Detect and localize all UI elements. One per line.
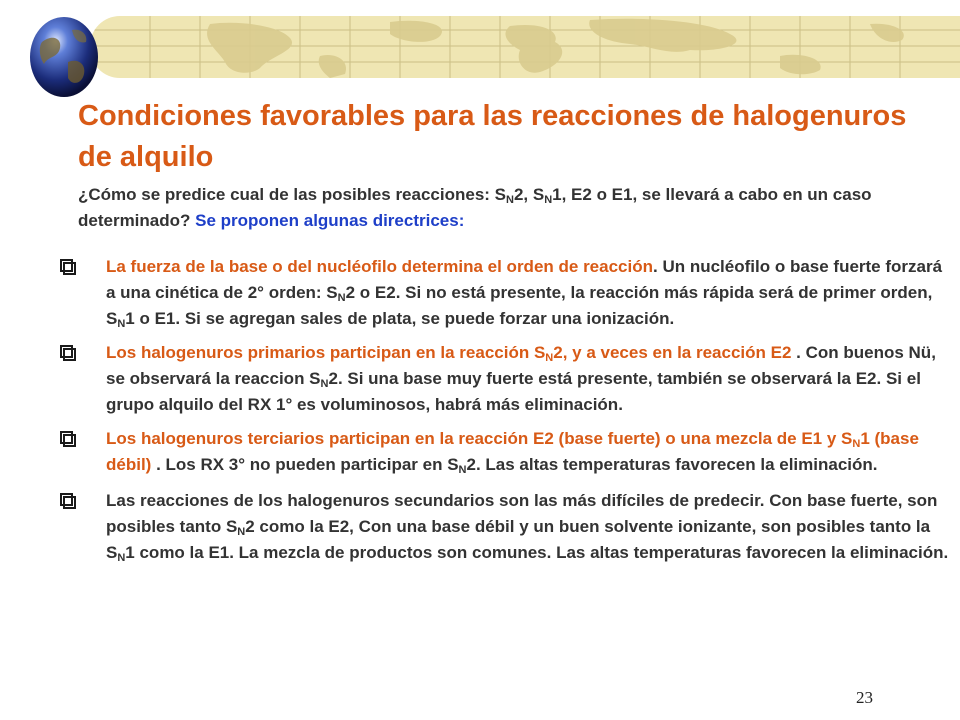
subtitle-highlight: Se proponen algunas directrices: [195,211,465,230]
bullet-item [60,340,950,418]
checkbox-bullet-icon [60,493,76,509]
bullet-text: Los halogenuros terciarios participan en la reacción E2 (base fuerte) o una mezcla de E1 y $S_N1$ (base débil) . Los RX 3° no pueden participar en $S_N2$. Las altas temperaturas favorecen la eliminación. [106,429,919,476]
checkbox-bullet-icon [60,259,76,275]
bullet-text: La fuerza de la base o del nucléofilo determina el orden de reacción. Un nucléofilo o base fuerte forzará a una cinética de 2° orden: $S_N2$ o E2. Si no está presente, la reacción más rápida será de primer orden, $S_N1$ o E1. Si se agregan sales de plata, se puede forzar una ionización. [106,257,943,330]
checkbox-bullet-icon [60,345,76,361]
bullet-text: Los halogenuros primarios participan en la reacción $S_N2$, y a veces en la reacción E2 . Con buenos Nü, se observará la reaccion $S_N2$. Si una base muy fuerte está presente, también se observará la E2. Si el grupo alquilo del RX 1° es voluminosos, habrá más eliminación. [106,343,936,414]
slide-subtitle: ¿Cómo se predice cual de las posibles reacciones: $S_N2$, $S_N1$, E2 o E1, se llevará a cabo en un caso determinado? Se proponen algunas directrices: [78,185,872,230]
checkbox-bullet-icon [60,431,76,447]
world-map-icon [90,16,960,78]
globe-icon [28,12,100,98]
world-map-banner [90,16,960,78]
bullet-text: Las reacciones de los halogenuros secundarios son las más difíciles de predecir. Con base fuerte, son posibles tanto $S_N2$ como la E2, Con una base débil y un buen solvente ionizante, son posibles tanto la $S_N1$ como la E1. La mezcla de productos son comunes. Las altas temperaturas favorecen la eliminación. [106,491,949,564]
slide-title: Condiciones favorables para las reacciones de halogenuros de alquilo [78,100,907,173]
page-number: 23 [856,688,873,707]
bullet-item [60,254,950,332]
bullet-list [60,254,950,566]
bullet-item [60,426,950,478]
bullet-item [60,488,950,566]
